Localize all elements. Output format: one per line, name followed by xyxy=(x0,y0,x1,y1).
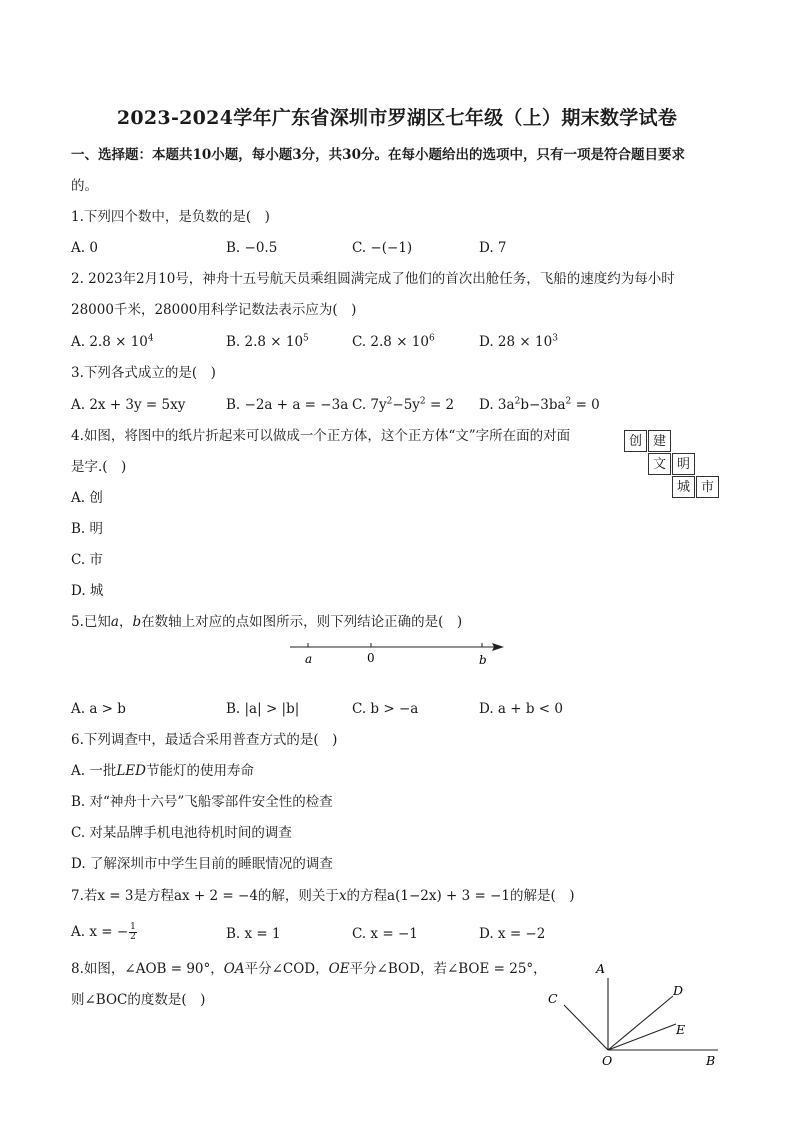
q7-option-c[interactable]: C. x = −1 xyxy=(352,926,418,942)
question-2-stem-line2: 28000千米，28000用科学记数法表示应为( ) xyxy=(71,302,357,318)
q5-var-b: b xyxy=(132,614,142,630)
question-7-stem xyxy=(71,887,575,905)
q7-a-prefix: A. x = − xyxy=(71,924,129,940)
q7-a-fraction xyxy=(129,923,137,942)
q3-option-a[interactable]: A. 2x + 3y = 5xy xyxy=(71,397,186,413)
point-o-label: O xyxy=(602,1053,613,1068)
q6-option-a[interactable] xyxy=(71,762,254,780)
q7-a-numerator: 1 xyxy=(130,922,136,932)
q3-option-c[interactable] xyxy=(352,396,454,414)
net-cell-ming: 明 xyxy=(672,453,695,475)
section-heading-line1: 一、选择题：本题共10小题，每小题3分，共30分。在每小题给出的选项中，只有一项是符合题目要求 xyxy=(71,147,685,163)
question-4-stem-line2: 是字.( ) xyxy=(71,459,127,475)
ray-oc xyxy=(564,1005,608,1050)
q5-sep: ， xyxy=(118,614,133,630)
q5-option-c[interactable]: C. b > −a xyxy=(352,701,419,717)
q7-a-denominator: 2 xyxy=(130,932,136,942)
q3-d-part1: D. 3a xyxy=(479,397,515,413)
q3-c-part2: −5y xyxy=(392,397,420,413)
ray-oe xyxy=(608,1024,676,1050)
q4-option-a[interactable]: A. 创 xyxy=(71,490,103,506)
net-cell-jian: 建 xyxy=(648,430,671,452)
point-b-label: B xyxy=(706,1053,716,1068)
angle-figure xyxy=(540,958,730,1070)
q2-option-c-base: C. 2.8 × 10 xyxy=(352,334,429,350)
q5-option-d[interactable]: D. a + b < 0 xyxy=(479,701,563,717)
q2-option-b[interactable] xyxy=(226,333,309,351)
q3-c-exp1: 2 xyxy=(386,396,393,407)
section-heading-line2: 的。 xyxy=(71,178,98,194)
q1-option-b[interactable]: B. −0.5 xyxy=(226,240,278,256)
question-4-stem-line1: 4.如图，将图中的纸片折起来可以做成一个正方体，这个正方体“文”字所在面的对面 xyxy=(71,428,571,444)
q8-l1-part1: 8.如图，∠AOB = 90°， xyxy=(71,961,224,977)
point-c-label: C xyxy=(548,991,558,1006)
q8-l1-oe: OE xyxy=(328,961,350,977)
question-3-stem: 3.下列各式成立的是( ) xyxy=(71,365,216,381)
q5-option-a[interactable]: A. a > b xyxy=(71,701,126,717)
q3-d-part2: b−3ba xyxy=(520,397,566,413)
q1-option-a[interactable]: A. 0 xyxy=(71,240,98,256)
q2-option-d[interactable] xyxy=(479,333,558,351)
q2-option-b-exp: 5 xyxy=(303,333,309,344)
q6-a-led: LED xyxy=(116,763,146,779)
question-8-stem-line2: 则∠BOC的度数是( ) xyxy=(71,992,206,1008)
q1-option-d[interactable]: D. 7 xyxy=(479,240,507,256)
q8-l1-part3: 平分∠BOD，若∠BOE = 25°， xyxy=(349,961,547,977)
question-6-stem: 6.下列调查中，最适合采用普查方式的是( ) xyxy=(71,732,338,748)
q3-c-exp2: 2 xyxy=(419,396,426,407)
q6-a-prefix: A. 一批 xyxy=(71,763,117,779)
q5-var-a: a xyxy=(110,614,119,630)
q3-d-exp1: 2 xyxy=(514,396,521,407)
q2-option-a-exp: 4 xyxy=(147,333,154,344)
net-cell-cheng: 城 xyxy=(672,476,695,498)
label-b: b xyxy=(479,653,487,667)
point-d-label: D xyxy=(673,983,684,998)
q8-l1-part2: 平分∠COD， xyxy=(244,961,329,977)
q3-c-part1: C. 7y xyxy=(352,397,387,413)
number-line-figure xyxy=(280,636,520,670)
net-cell-wen: 文 xyxy=(648,453,671,475)
q7-stem-var: x xyxy=(338,888,347,904)
question-8-stem-line1 xyxy=(71,960,547,978)
q7-option-a[interactable] xyxy=(71,923,137,942)
q6-option-b[interactable]: B. 对“神舟十六号”飞船零部件安全性的检查 xyxy=(71,794,333,810)
q8-l1-oa: OA xyxy=(223,961,245,977)
q3-d-exp2: 2 xyxy=(565,396,572,407)
q3-c-part3: = 2 xyxy=(425,397,455,413)
q3-option-b[interactable]: B. −2a + a = −3a xyxy=(226,397,349,413)
point-e-label: E xyxy=(676,1022,686,1037)
q6-option-d[interactable]: D. 了解深圳市中学生目前的睡眠情况的调查 xyxy=(71,856,333,872)
q5-option-b[interactable]: B. |a| > |b| xyxy=(226,701,300,717)
q5-stem-prefix: 5.已知 xyxy=(71,614,111,630)
q2-option-a[interactable] xyxy=(71,333,154,351)
q1-option-c[interactable]: C. −(−1) xyxy=(352,240,413,256)
question-1-stem: 1.下列四个数中，是负数的是( ) xyxy=(71,209,270,225)
net-cell-shi: 市 xyxy=(696,476,719,498)
q3-d-part3: = 0 xyxy=(571,397,600,413)
q7-option-b[interactable]: B. x = 1 xyxy=(226,926,281,942)
q2-option-c[interactable] xyxy=(352,333,435,351)
ray-od xyxy=(608,996,673,1050)
q7-stem-part1: 7.若x = 3是方程ax + 2 = −4的解，则关于 xyxy=(71,888,339,904)
q2-option-a-base: A. 2.8 × 10 xyxy=(71,334,148,350)
question-2-stem-line1: 2. 2023年2月10号，神舟十五号航天员乘组圆满完成了他们的首次出舱任务，飞船的速度约为每小时 xyxy=(71,271,675,287)
point-a-label: A xyxy=(596,961,606,976)
q6-option-c[interactable]: C. 对某品牌手机电池待机时间的调查 xyxy=(71,825,292,841)
q7-option-d[interactable]: D. x = −2 xyxy=(479,926,546,942)
q5-stem-suffix: 在数轴上对应的点如图所示，则下列结论正确的是( ) xyxy=(141,614,463,630)
q7-stem-part2: 的方程a(1−2x) + 3 = −1的解是( ) xyxy=(346,888,575,904)
q2-option-d-exp: 3 xyxy=(552,333,558,344)
q2-option-d-base: D. 28 × 10 xyxy=(479,334,553,350)
q4-option-d[interactable]: D. 城 xyxy=(71,583,104,599)
q2-option-c-exp: 6 xyxy=(428,333,435,344)
q4-option-c[interactable]: C. 市 xyxy=(71,552,103,568)
question-5-stem xyxy=(71,613,462,631)
q6-a-suffix: 节能灯的使用寿命 xyxy=(146,763,254,779)
q3-option-d[interactable] xyxy=(479,396,600,414)
page-title: 2023-2024学年广东省深圳市罗湖区七年级（上）期末数学试卷 xyxy=(116,107,678,129)
q2-option-b-base: B. 2.8 × 10 xyxy=(226,334,304,350)
net-cell-chuang: 创 xyxy=(624,430,647,452)
label-zero: 0 xyxy=(367,651,375,665)
q4-option-b[interactable]: B. 明 xyxy=(71,521,104,537)
label-a: a xyxy=(305,652,313,666)
